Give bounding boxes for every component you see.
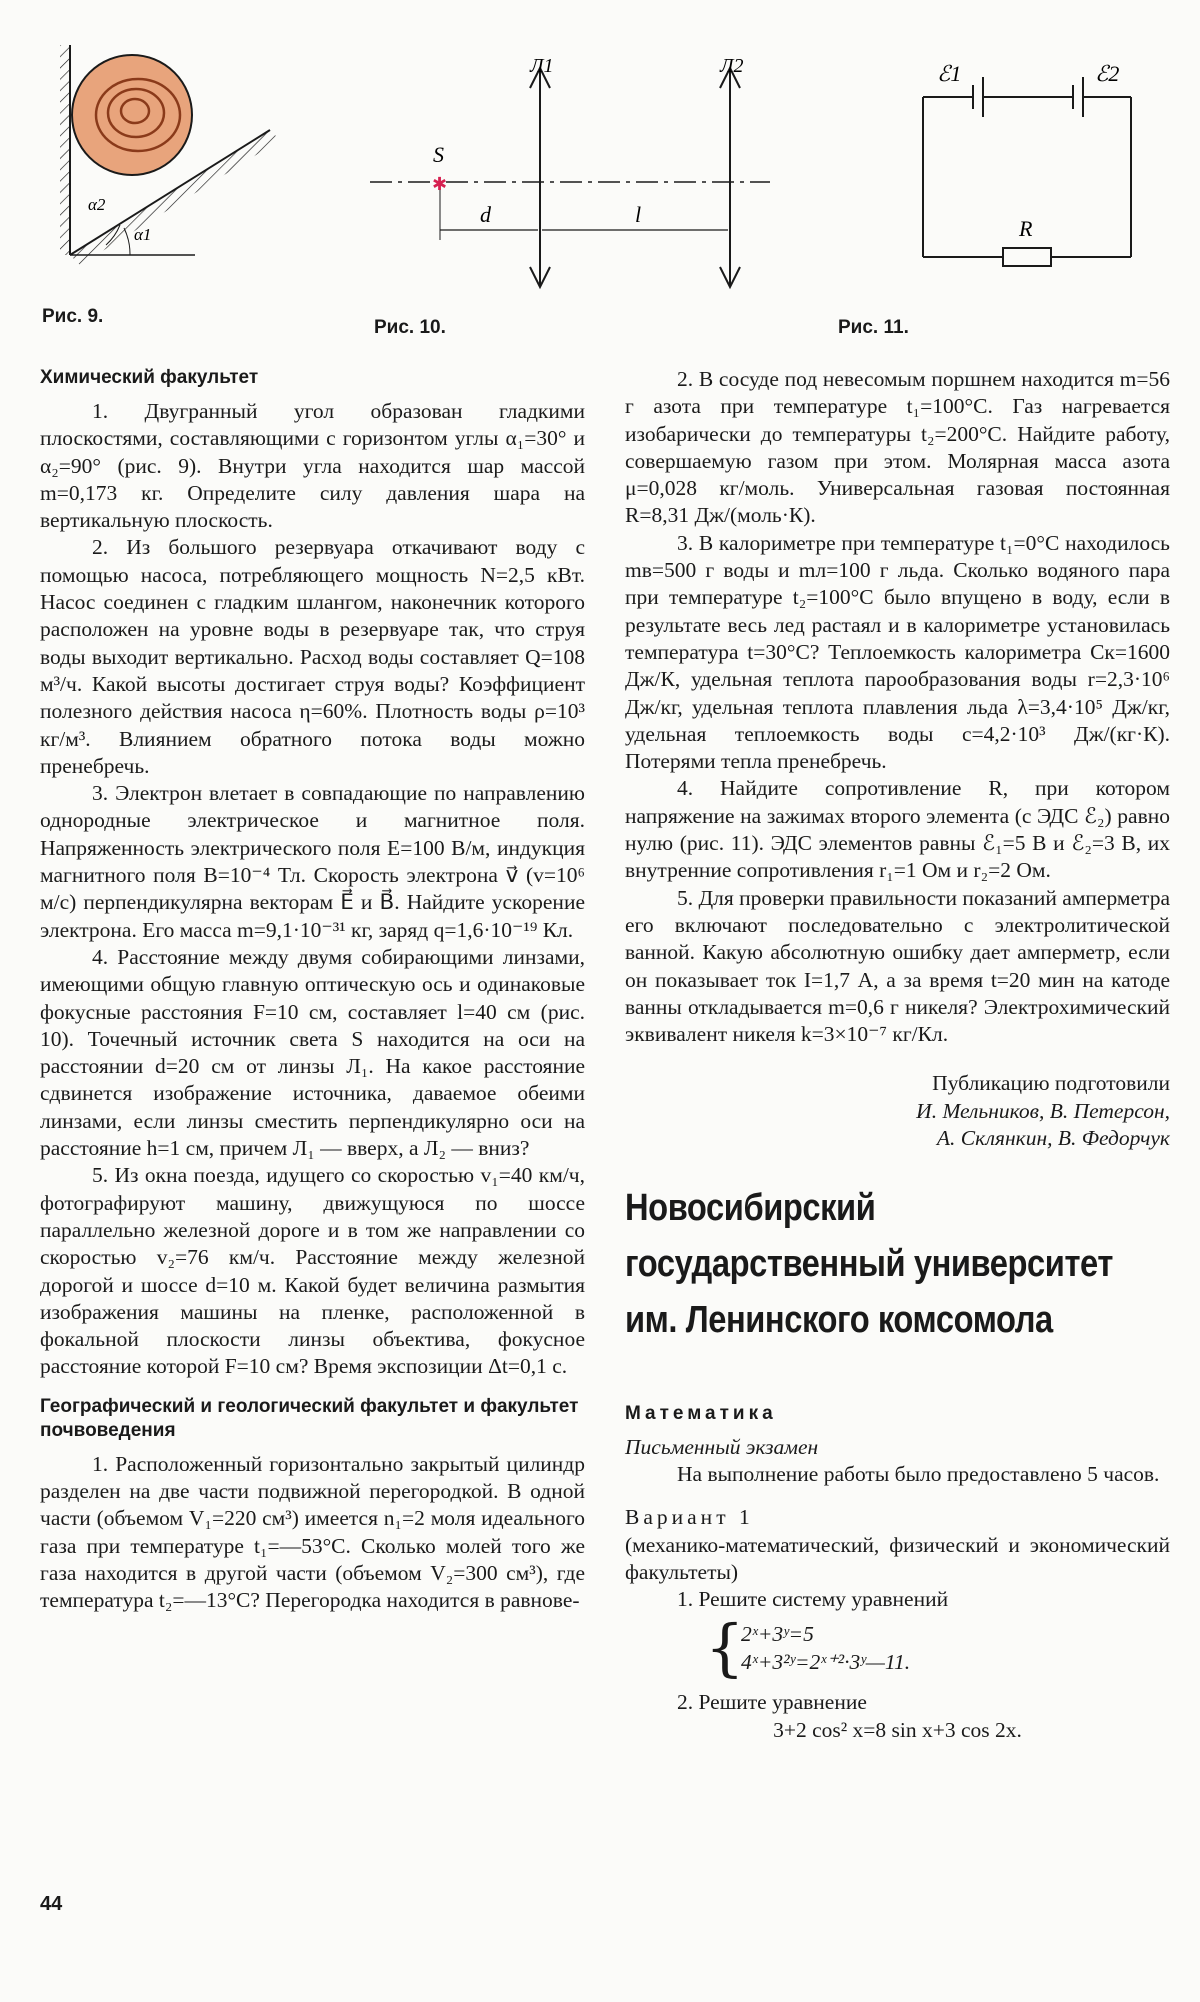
svg-text:l: l: [635, 202, 642, 227]
geo-problem-4: 4. Найдите сопротивление R, при котором напряжение на зажимах второго элемента (с ЭДС ℰ₂) равно нулю (рис. 11). ЭДС элементов равны ℰ₁=5 В и ℰ₂=3 В, их внутренние сопротивления r₁=1 Ом и r₂=2 Ом.: [625, 776, 1170, 883]
svg-text:S: S: [433, 142, 444, 167]
figure-9: [60, 45, 280, 265]
chem-problem-5: 5. Из окна поезда, идущего со скоростью v₁=40 км/ч, фотографируют машину, движущуюся по шоссе параллельно железной дороге и в том же направлении со скоростью v₂=76 км/ч. Расстояние между железной дорогой и шоссе d=10 м. Какой будет величина размытия изображения машины на пленке, расположенной в фокальной плоскости линзы объектива, фокусное расстояние которой F=10 см? Время экспозиции Δt=0,1 с.: [40, 1163, 585, 1379]
svg-text:✱: ✱: [432, 174, 448, 195]
geo-problem-3: 3. В калориметре при температуре t₁=0°С находилось mв=500 г воды и mл=100 г льда. Сколько водяного пара при температуре t₂=100°С было впущено в воду, если в результате весь лед растаял и в калориметре установилась температура t=30°С? Теплоемкость калориметра Cк=1600 Дж/К, удельная теплота парообразования воды r=2,3·10⁶ Дж/кг, удельная теплота плавления льда λ=3,4·10⁵ Дж/кг, удельная теплоемкость воды c=4,2·10³ Дж/(кг·К). Потерями тепла пренебречь.: [625, 530, 1170, 774]
svg-text:ℰ1: ℰ1: [937, 61, 962, 86]
brace: {: [705, 1611, 745, 1685]
subject-heading: Математика: [625, 1403, 777, 1425]
geo-problem-1: 1. Расположенный горизонтально закрытый цилиндр разделен на две части подвижной перегородкой. В одной части (объемом V₁=220 см³) имеется n₁=2 моля идеального газа при температуре t₁=—53°С. Сколько молей того же газа находится в другой части (объемом V₂=300 см³), где температура t₂=—13°С? Перегородка находится в равнове-: [40, 1451, 585, 1613]
exam-time: На выполнение работы было предоставлено 5 часов.: [677, 1461, 1160, 1486]
credits-names-2: А. Склянкин, В. Федорчук: [936, 1126, 1170, 1151]
equation-3: 3+2 cos² x=8 sin x+3 cos 2x.: [773, 1717, 1022, 1742]
left-column: [40, 366, 585, 1614]
figure-10: [365, 50, 775, 290]
variant-faculties: (механико-математический, физический и экономический факультеты): [625, 1532, 1170, 1584]
svg-text:Л1: Л1: [530, 55, 554, 77]
chem-problem-2: 2. Из большого резервуара откачивают воду с помощью насоса, потребляющего мощность N=2,5 кВт. Насос соединен с гладким шлангом, наконечник которого расположен на уровне воды в резервуаре так, что струя воды выходит вертикально. Расход воды составляет Q=108 м³/ч. Какой высоты достигает струя воды? Коэффициент полезного действия насоса η=60%. Плотность воды ρ=10³ кг/м³. Влиянием обратного потока воды можно пренебречь.: [40, 535, 585, 778]
figure-9-caption: Рис. 9.: [42, 306, 104, 327]
page-number: 44: [40, 1893, 63, 1915]
geo-problem-5: 5. Для проверки правильности показаний амперметра его включают последовательно с электролитической ванной. Какую абсолютную ошибку дает амперметр, если он показывает ток I=1,7 А, а за время t=20 мин на катоде ванны откладывается m=0,6 г никеля? Электрохимический эквивалент никеля k=3×10⁻⁷ кг/Кл.: [625, 885, 1170, 1047]
university-title: [625, 1180, 1175, 1348]
credits-prepared: Публикацию подготовили: [932, 1071, 1170, 1096]
svg-text:α2: α2: [88, 195, 106, 214]
chem-problem-1: 1. Двугранный угол образован гладкими плоскостями, составляющими с горизонтом углы α₁=30° и α₂=90° (рис. 9). Внутри угла находится шар массой m=0,173 кг. Определите силу давления шара на вертикальную плоскость.: [40, 399, 585, 533]
svg-text:Л2: Л2: [720, 55, 744, 77]
ball: [72, 55, 192, 175]
chem-heading: Химический факультет: [40, 367, 259, 388]
university-title-line-1: Новосибирский: [625, 1187, 876, 1230]
math-problem-1: 1. Решите систему уравнений: [677, 1587, 949, 1612]
svg-text:α1: α1: [134, 225, 152, 244]
university-title-line-3: им. Ленинского комсомола: [625, 1299, 1053, 1342]
figure-11: [905, 55, 1150, 270]
math-problem-2: 2. Решите уравнение: [677, 1690, 867, 1715]
figure-11-caption: Рис. 11.: [838, 317, 909, 338]
equation-1: 2ˣ+3ʸ=5: [741, 1622, 814, 1647]
exam-type: Письменный экзамен: [625, 1434, 819, 1459]
figure-10-caption: Рис. 10.: [374, 317, 446, 338]
svg-text:R: R: [1019, 216, 1033, 241]
equation-2: 4ˣ+3²ʸ=2ˣ⁺²·3ʸ—11.: [741, 1650, 911, 1675]
right-column: [625, 366, 1170, 1744]
credits-names-1: И. Мельников, В. Петерсон,: [916, 1098, 1170, 1123]
credits: [625, 1070, 1170, 1152]
geo-problem-2: 2. В сосуде под невесомым поршнем находится m=56 г азота при температуре t₁=100°С. Газ нагревается изобарически до температуры t₂=200°С. Найдите работу, совершаемую газом при этом. Молярная масса азота μ=0,028 кг/моль. Универсальная газовая постоянная R=8,31 Дж/(моль·К).: [625, 367, 1170, 528]
chem-problem-3: 3. Электрон влетает в совпадающие по направлению однородные электрическое и магнитное поля. Напряженность электрического поля E=100 В/м, индукция магнитного поля B=10⁻⁴ Тл. Скорость электрона v⃗ (v=10⁶ м/с) перпендикулярна векторам E⃗ и B⃗. Найдите ускорение электрона. Его масса m=9,1·10⁻³¹ кг, заряд q=1,6·10⁻¹⁹ Кл.: [40, 781, 585, 942]
svg-text:ℰ2: ℰ2: [1095, 61, 1120, 86]
university-title-line-2: государственный университет: [625, 1243, 1113, 1286]
variant-label: Вариант 1: [625, 1505, 754, 1530]
svg-text:d: d: [480, 202, 491, 227]
chem-problem-4: 4. Расстояние между двумя собирающими линзами, имеющими общую главную оптическую ось и одинаковые фокусные расстояния F=10 см, составляет l=40 см (рис. 10). Точечный источник света S находится на оси на расстоянии d=20 см от линзы Л₁. На какое расстояние сдвинется изображение источника, даваемое обеими линзами, если линзы сместить перпендикулярно оси на расстояние h=1 см, причем Л₁ — вверх, а Л₂ — вниз?: [40, 944, 585, 1161]
equation-system: [705, 1611, 1170, 1689]
geo-heading: Географический и геологический факультет и факультет почвоведения: [40, 1395, 579, 1441]
